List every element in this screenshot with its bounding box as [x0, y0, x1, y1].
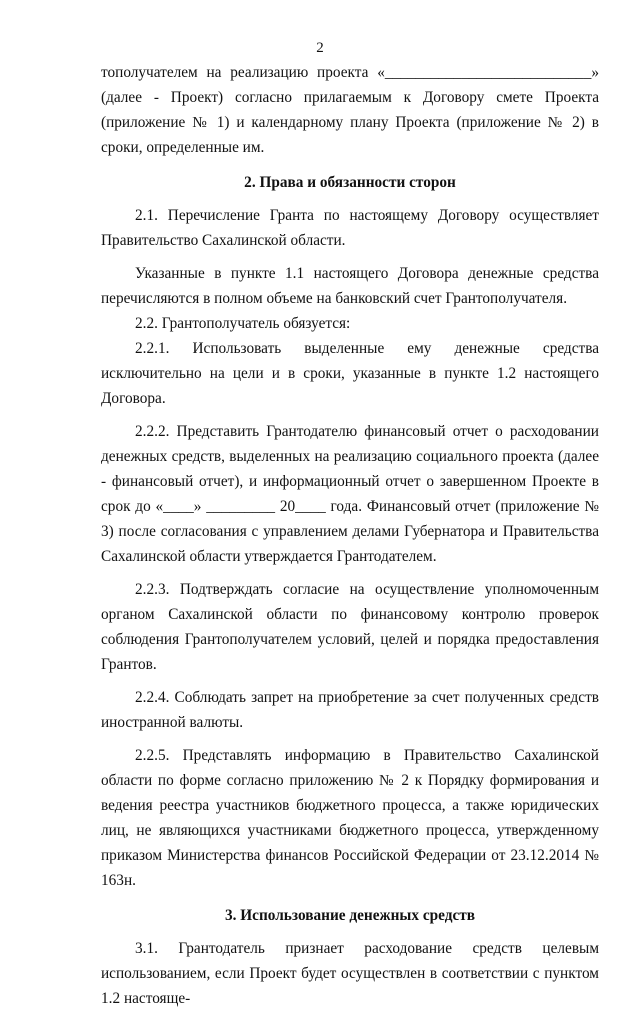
- paragraph-3-1: 3.1. Грантодатель признает расходование средств целевым использованием, если Проект будет осуществлен в соответствии с пунктом 1.2 настояще-: [101, 940, 599, 1007]
- paragraph-2-1-b: Указанные в пункте 1.1 настоящего Договора денежные средства перечисляются в полном объеме на банковский счет Грантополучателя.: [101, 265, 599, 307]
- paragraph-continuation: тополучателем на реализацию проекта «___________________________» (далее - Проект) согласно прилагаемым к Договору смете Проекта (приложение № 1) и календарному плану Проекта (приложение № 2) в сроки, определенные им.: [101, 64, 599, 156]
- document-body: [101, 60, 599, 1011]
- page-number: 2: [316, 40, 324, 56]
- section-heading-2: 2. Права и обязанности сторон: [244, 174, 456, 191]
- paragraph-2-2-5: 2.2.5. Представлять информацию в Правительство Сахалинской области по форме согласно приложению № 2 к Порядку формирования и ведения реестра участников бюджетного процесса, а также юридических лиц, не являющихся участниками бюджетного процесса, утвержденному приказом Министерства финансов Российской Федерации от 23.12.2014 № 163н.: [101, 747, 599, 889]
- paragraph-2-2-1: 2.2.1. Использовать выделенные ему денежные средства исключительно на цели и в сроки, указанные в пункте 1.2 настоящего Договора.: [101, 340, 599, 407]
- paragraph-2-1: 2.1. Перечисление Гранта по настоящему Договору осуществляет Правительство Сахалинской области.: [101, 207, 599, 249]
- paragraph-2-2: 2.2. Грантополучатель обязуется:: [135, 315, 351, 332]
- paragraph-2-2-4: 2.2.4. Соблюдать запрет на приобретение за счет полученных средств иностранной валюты.: [101, 689, 599, 731]
- paragraph-2-2-3: 2.2.3. Подтверждать согласие на осуществление уполномоченным органом Сахалинской области по финансовому контролю проверок соблюдения Грантополучателем условий, целей и порядка предоставления Грантов.: [101, 581, 599, 673]
- section-heading-3: 3. Использование денежных средств: [224, 907, 476, 924]
- paragraph-2-2-2: 2.2.2. Представить Грантодателю финансовый отчет о расходовании денежных средств, выделенных на реализацию социального проекта (далее - финансовый отчет), и информационный отчет о завершенном Проекте в срок до «____» _________ 20____ года. Финансовый отчет (приложение № 3) после согласования с управлением делами Губернатора и Правительства Сахалинской области утверждается Грантодателем.: [101, 423, 599, 565]
